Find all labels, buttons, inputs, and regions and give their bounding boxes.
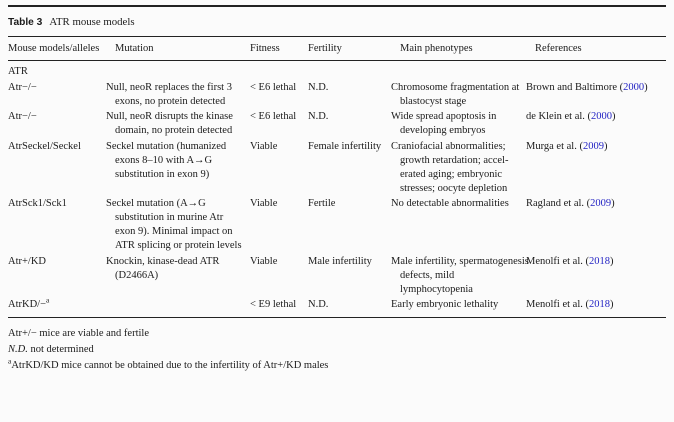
phenotypes-cell: Early embryonic lethality: [391, 299, 499, 310]
close-paren: ): [609, 255, 614, 267]
mutation-cell: Seckel mutation (A→G substitution in murine Atr exon 9). Minimal impact on ATR splicing or protein levels: [106, 198, 242, 251]
reference-citation: [587, 198, 615, 209]
table-row: [8, 297, 666, 318]
close-paren: ): [603, 140, 608, 152]
citation-year-link[interactable]: 2009: [590, 198, 612, 209]
references-cell: [526, 297, 666, 318]
column-header-fertility: Fertility: [308, 37, 400, 61]
open-paren: (: [619, 81, 624, 93]
fertility-cell: N.D.: [308, 111, 329, 122]
open-paren: (: [587, 111, 592, 122]
mutation-cell: Seckel mutation (humanized exons 8–10 with A→G substitution in exon 9): [106, 140, 227, 180]
close-paren: ): [644, 81, 648, 93]
model-allele-text: AtrKD/−: [8, 299, 47, 310]
citation-year-link[interactable]: 2018: [588, 299, 610, 310]
model-cell: [8, 297, 115, 318]
footnote-nd-definition: [8, 342, 666, 358]
citation-year-link[interactable]: 2009: [582, 140, 604, 152]
model-cell: AtrSeckel/Seckel: [8, 140, 81, 152]
nd-definition-text: not determined: [30, 344, 94, 355]
references-cell: [526, 253, 666, 297]
reference-authors: de Klein et al.: [526, 111, 585, 122]
fitness-cell: Viable: [250, 255, 278, 267]
reference-authors: Brown and Baltimore: [526, 81, 617, 93]
fitness-cell: < E6 lethal: [250, 111, 297, 122]
open-paren: (: [586, 198, 591, 209]
table-row: [8, 109, 666, 139]
phenotypes-cell: Chromosome fragmentation at blastocyst stage: [391, 81, 520, 107]
fertility-cell: N.D.: [308, 81, 329, 93]
column-header-mutation: Mutation: [115, 37, 250, 61]
close-paren: ): [611, 198, 615, 209]
references-cell: [526, 109, 666, 139]
fitness-cell: < E9 lethal: [250, 299, 297, 310]
table-footnotes: [8, 326, 666, 374]
group-label: ATR: [8, 66, 28, 77]
reference-citation: [588, 111, 616, 122]
citation-year-link[interactable]: 2000: [591, 111, 613, 122]
mutation-cell: Null, neoR replaces the first 3 exons, no protein detected: [106, 81, 232, 107]
fitness-cell: Viable: [250, 198, 278, 209]
fertility-cell: Fertile: [308, 198, 336, 209]
mutation-cell: Null, neoR disrupts the kinase domain, no protein detected: [106, 111, 233, 136]
reference-citation: [579, 141, 607, 152]
close-paren: ): [612, 111, 616, 122]
footnote-viability: Atr+/− mice are viable and fertile: [8, 328, 149, 339]
column-header-phenotypes: Main phenotypes: [400, 37, 535, 61]
table-caption: [8, 15, 666, 30]
fertility-cell: N.D.: [308, 299, 329, 310]
fertility-cell: Female infertility: [308, 140, 382, 152]
citation-year-link[interactable]: 2000: [623, 81, 645, 93]
reference-authors: Ragland et al.: [526, 198, 585, 209]
footnote-a-marker: a: [8, 356, 12, 366]
atr-mouse-models-table: [8, 36, 666, 318]
column-header-references: References: [535, 37, 666, 61]
group-header-row: [8, 61, 666, 80]
open-paren: (: [585, 255, 589, 267]
reference-authors: Murga et al.: [526, 140, 577, 152]
model-cell: Atr−/−: [8, 81, 37, 93]
model-cell: AtrSck1/Sck1: [8, 198, 67, 209]
column-header-models: Mouse models/alleles: [8, 37, 115, 61]
fitness-cell: Viable: [250, 140, 278, 152]
table-row: [8, 196, 666, 254]
citation-year-link[interactable]: 2018: [588, 255, 610, 267]
mutation-cell: [115, 297, 250, 318]
close-paren: ): [609, 299, 614, 310]
column-header-fitness: Fitness: [250, 37, 308, 61]
reference-authors: Menolfi et al.: [526, 299, 583, 310]
open-paren: (: [585, 299, 589, 310]
phenotypes-cell: Male infertility, spermatogenesis defects, mild lymphocytopenia: [391, 255, 529, 295]
open-paren: (: [579, 140, 583, 152]
references-cell: [526, 79, 666, 109]
references-cell: [526, 138, 666, 196]
table-title: ATR mouse models: [49, 16, 135, 28]
table-row: [8, 138, 666, 196]
paper-page: [0, 5, 674, 374]
fitness-cell: < E6 lethal: [250, 81, 297, 93]
model-cell: Atr+/KD: [8, 255, 47, 267]
phenotypes-cell: Craniofacial abnormalities; growth retardation; accelerated aging; embryonic stresses; oocyte depletion: [391, 140, 509, 194]
footnote-a: [8, 358, 666, 374]
phenotypes-cell: No detectable abnormalities: [391, 198, 509, 209]
references-cell: [526, 196, 666, 254]
reference-citation: [620, 82, 648, 93]
model-cell: Atr−/−: [8, 111, 37, 122]
footnote-a-text: AtrKD/KD mice cannot be obtained due to the infertility of Atr+/KD males: [11, 360, 329, 371]
nd-abbreviation: N.D.: [8, 344, 28, 355]
fertility-cell: Male infertility: [308, 255, 372, 267]
footnote-marker-superscript: a: [46, 295, 50, 305]
mutation-cell: Knockin, kinase-dead ATR (D2466A): [106, 255, 220, 281]
table-header-row: [8, 37, 666, 61]
reference-authors: Menolfi et al.: [526, 255, 583, 267]
phenotypes-cell: Wide spread apoptosis in developing embryos: [391, 111, 497, 136]
table-number: Table 3: [8, 17, 43, 28]
reference-citation: [585, 256, 613, 267]
reference-citation: [585, 299, 613, 310]
table-row: [8, 253, 666, 297]
table-row: [8, 79, 666, 109]
page-top-rule: [8, 5, 666, 7]
